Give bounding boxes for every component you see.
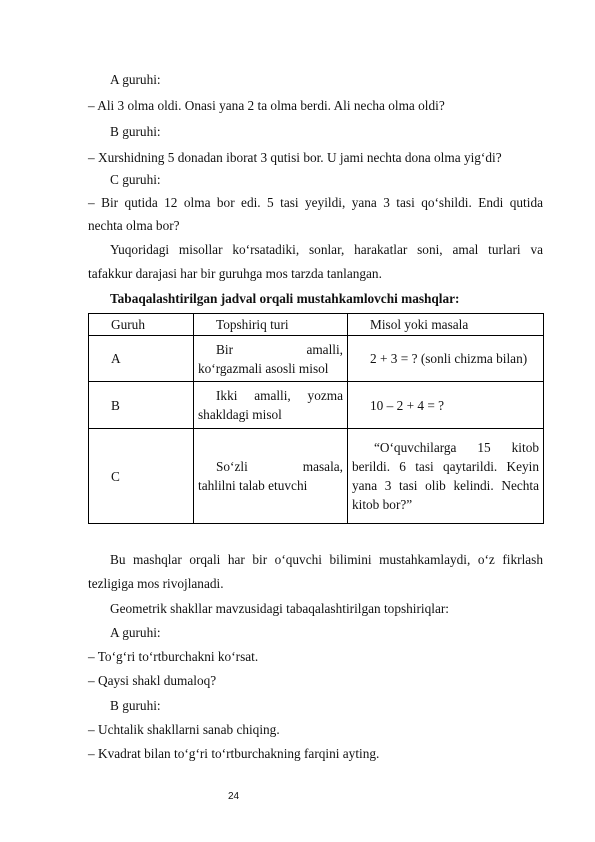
summary-line2: tafakkur darajasi har bir guruhga mos tarzda tanlangan. (88, 266, 382, 281)
row-c-example-line1: “O‘quvchilarga 15 kitob (374, 440, 539, 455)
geometry-heading: Geometrik shakllar mavzusidagi tabaqalashtirilgan topshiriqlar: (110, 601, 449, 616)
conclusion-line2: tezligiga mos rivojlanadi. (88, 576, 224, 591)
row-a-example: 2 + 3 = ? (sonli chizma bilan) (348, 336, 544, 382)
row-c-example-line4: kitob bor?” (352, 497, 413, 512)
geometry-group-b-label: B guruhi: (110, 698, 161, 713)
summary-line1: Yuqoridagi misollar ko‘rsatadiki, sonlar, harakatlar soni, amal turlari va (110, 242, 543, 257)
row-b-type (194, 382, 348, 429)
geometry-b-item2: – Kvadrat bilan to‘g‘ri to‘rtburchakning farqini ayting. (88, 746, 380, 761)
row-c-example-line2: berildi. 6 tasi qaytarildi. Keyin (352, 459, 539, 474)
conclusion-line1: Bu mashqlar orqali har bir o‘quvchi bilimini mustahkamlaydi, o‘z fikrlash (110, 552, 543, 567)
row-a-type-line1: Bir amalli, (216, 341, 343, 357)
table-header-row (89, 314, 544, 336)
header-group: Guruh (89, 314, 194, 336)
group-b-task: – Xurshidning 5 donadan iborat 3 qutisi bor. U jami nechta dona olma yig‘di? (88, 150, 502, 165)
row-b-example: 10 – 2 + 4 = ? (348, 382, 544, 429)
row-c-example-line3: yana 3 tasi olib kelindi. Nechta (352, 478, 539, 493)
table-row (89, 382, 544, 429)
row-b-type-line1: Ikki amalli, yozma (216, 388, 343, 403)
row-b-group: B (89, 382, 194, 429)
group-b-label: B guruhi: (110, 124, 161, 139)
table-row (89, 336, 544, 382)
group-c-task-line2: nechta olma bor? (88, 218, 180, 233)
row-a-group: A (89, 336, 194, 382)
geometry-a-item1: – To‘g‘ri to‘rtburchakni ko‘rsat. (88, 649, 259, 664)
row-c-example (348, 429, 544, 524)
table-heading: Tabaqalashtirilgan jadval orqali mustahkamlovchi mashqlar: (110, 291, 460, 306)
table-row (89, 429, 544, 524)
exercise-table (88, 313, 544, 524)
row-c-group: C (89, 429, 194, 524)
geometry-b-item1: – Uchtalik shakllarni sanab chiqing. (88, 722, 280, 737)
group-c-task-line1: – Bir qutida 12 olma bor edi. 5 tasi yeyildi, yana 3 tasi qo‘shildi. Endi qutida (88, 195, 543, 210)
group-a-label: A guruhi: (110, 72, 161, 87)
row-c-type-line2: tahlilni talab etuvchi (198, 478, 308, 493)
header-example: Misol yoki masala (348, 314, 544, 336)
row-a-type (194, 336, 348, 382)
group-a-task: – Ali 3 olma oldi. Onasi yana 2 ta olma berdi. Ali necha olma oldi? (88, 98, 445, 113)
geometry-a-item2: – Qaysi shakl dumaloq? (88, 673, 217, 688)
header-task-type: Topshiriq turi (194, 314, 348, 336)
row-c-type (194, 429, 348, 524)
group-c-label: C guruhi: (110, 172, 161, 187)
geometry-group-a-label: A guruhi: (110, 625, 161, 640)
row-b-type-line2: shakldagi misol (198, 407, 282, 422)
row-a-type-line2: ko‘rgazmali asosli misol (198, 360, 329, 376)
row-c-type-line1: So‘zli masala, (216, 459, 343, 474)
page-number: 24 (228, 791, 240, 802)
